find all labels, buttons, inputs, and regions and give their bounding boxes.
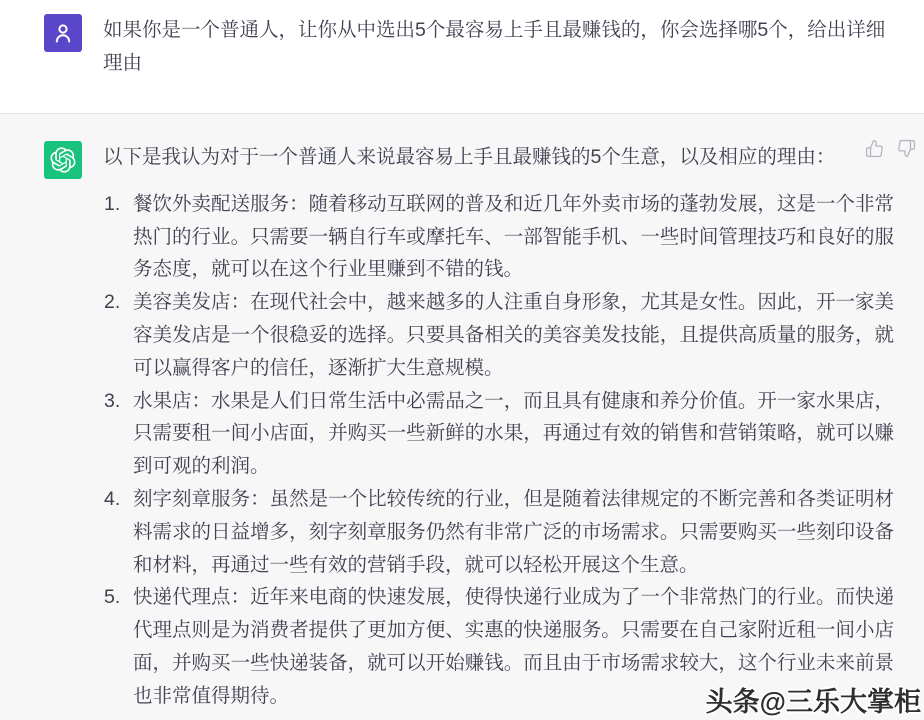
thumbs-up-icon [865, 146, 884, 161]
thumbs-down-button[interactable] [897, 139, 916, 158]
person-icon [51, 21, 75, 45]
thumbs-down-icon [897, 146, 916, 161]
list-item [103, 483, 894, 581]
user-message [0, 0, 924, 113]
list-item-number: 2. [104, 291, 121, 314]
list-item-number: 4. [104, 487, 121, 510]
chatgpt-logo-icon [50, 147, 76, 173]
thumbs-up-button[interactable] [865, 139, 884, 158]
list-item [103, 286, 894, 384]
list-item-text: 美容美发店：在现代社会中，越来越多的人注重自身形象，尤其是女性。因此，开一家美容美发店是一个很稳妥的选择。只要具备相关的美容美发技能，且提供高质量的服务，就可以赢得客户的信任，逐渐扩大生意规模。 [133, 291, 894, 379]
list-item-number: 5. [104, 586, 121, 609]
list-item-text: 餐饮外卖配送服务：随着移动互联网的普及和近几年外卖市场的蓬勃发展，这是一个非常热门的行业。只需要一辆自行车或摩托车、一部智能手机、一些时间管理技巧和良好的服务态度，就可以在这个行业里赚到不错的钱。 [133, 192, 894, 281]
user-avatar [44, 14, 82, 52]
user-message-text: 如果你是一个普通人，让你从中选出5个最容易上手且最赚钱的，你会选择哪5个，给出详细理由 [103, 19, 886, 74]
list-item-text: 快递代理点：近年来电商的快速发展，使得快递行业成为了一个非常热门的行业。而快递代理点则是为消费者提供了更加方便、实惠的快递服务。只需要在自己家附近租一间小店面，并购买一些快递装备，就可以开始赚钱。而且由于市场需求较大，这个行业未来前景也非常值得期待。 [133, 586, 894, 707]
assistant-message-body [103, 141, 894, 720]
chatgpt-avatar [44, 141, 82, 179]
feedback-controls [865, 139, 916, 158]
assistant-intro-text: 以下是我认为对于一个普通人来说最容易上手且最赚钱的5个生意，以及相应的理由： [103, 146, 836, 168]
assistant-message [0, 113, 924, 720]
business-list [103, 188, 894, 713]
list-item-number: 1. [104, 192, 121, 215]
list-item-text: 水果店：水果是人们日常生活中必需品之一，而且具有健康和养分价值。开一家水果店，只需要租一间小店面，并购买一些新鲜的水果，再通过有效的销售和营销策略，就可以赚到可观的利润。 [133, 389, 894, 478]
list-item-number: 3. [104, 389, 121, 412]
list-item [103, 385, 894, 483]
list-item-text: 刻字刻章服务：虽然是一个比较传统的行业，但是随着法律规定的不断完善和各类证明材料需求的日益增多，刻字刻章服务仍然有非常广泛的市场需求。只需要购买一些刻印设备和材料，再通过一些有效的营销手段，就可以轻松开展这个生意。 [133, 487, 894, 576]
list-item [103, 188, 894, 286]
watermark: 头条@三乐大掌柜 [705, 687, 921, 717]
